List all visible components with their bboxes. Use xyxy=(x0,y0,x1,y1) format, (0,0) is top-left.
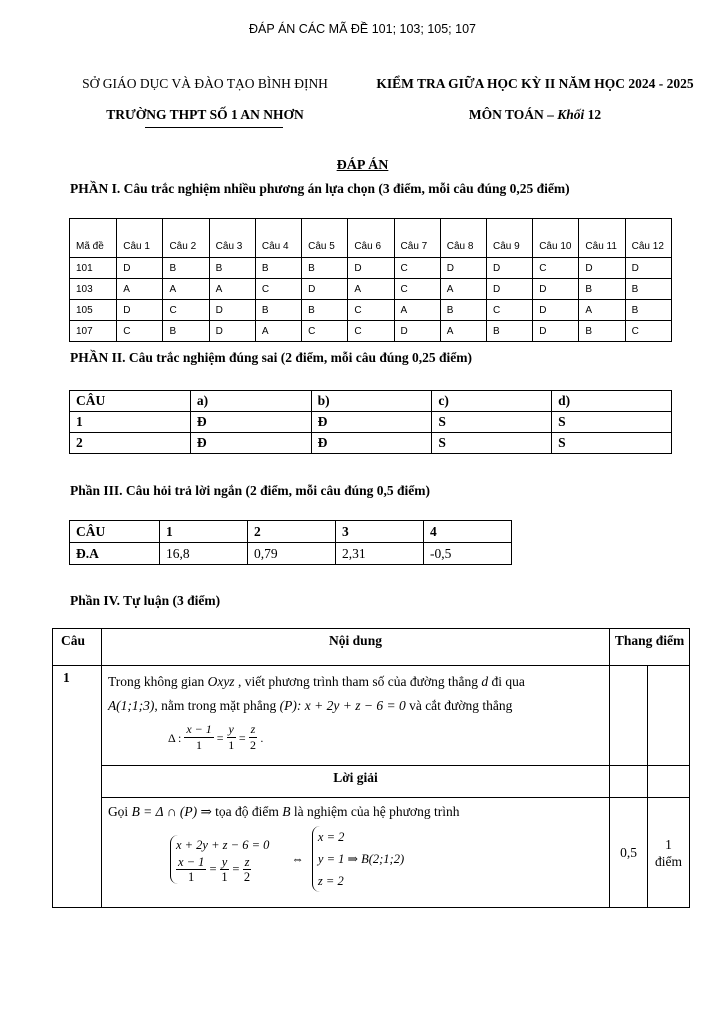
s-system-right xyxy=(312,826,404,892)
question-number: 1 xyxy=(53,666,102,908)
q-frac-1-den: 1 xyxy=(196,738,203,752)
part1-answer-cell: D xyxy=(348,258,394,279)
q-frac-3-num: z xyxy=(250,722,256,736)
part2-answer-cell: Đ xyxy=(190,412,311,433)
part1-answer-cell: B xyxy=(163,258,209,279)
part1-answer-cell: D xyxy=(579,258,625,279)
part2-heading: PHẦN II. Câu trắc nghiệm đúng sai (2 điểm, mỗi câu đúng 0,25 điểm) xyxy=(70,350,473,365)
s-frac-3-den: 2 xyxy=(243,869,251,884)
part2-answer-cell: S xyxy=(552,433,672,454)
part1-answer-cell: B xyxy=(255,300,301,321)
part1-answer-cell: B xyxy=(625,300,671,321)
part1-answer-cell: D xyxy=(117,300,163,321)
loi-giai-heading: Lời giải xyxy=(101,766,609,798)
s-frac-2-num: y xyxy=(221,854,228,869)
part1-answer-cell: C xyxy=(348,321,394,342)
part1-answer-cell: A xyxy=(348,279,394,300)
part1-answer-cell: C xyxy=(625,321,671,342)
part1-row xyxy=(70,279,672,300)
part2-header-row xyxy=(70,391,672,412)
s-eq2: $\frac{x - 1}{1}$ = $\frac{y}{1}$ = $\frac{z}{2}$ xyxy=(177,854,251,884)
q-text-4: , nằm trong mặt phẳng xyxy=(154,698,280,713)
part1-answer-cell: A xyxy=(394,300,440,321)
part1-answer-cell: B xyxy=(302,300,348,321)
part1-answer-cell: D xyxy=(394,321,440,342)
part1-answer-cell: A xyxy=(440,279,486,300)
part3-heading: Phần III. Câu hỏi trả lời ngắn (2 điểm, mỗi câu đúng 0,5 điểm) xyxy=(70,483,431,498)
q-frac-2-num: y xyxy=(228,722,234,736)
part1-row xyxy=(70,258,672,279)
part1-answer-cell: B xyxy=(302,258,348,279)
question-row xyxy=(53,666,690,766)
part3-col-header: 1 xyxy=(160,521,248,543)
part3-table xyxy=(69,520,512,565)
part1-answer-cell: D xyxy=(440,258,486,279)
part1-answer-cell: D xyxy=(533,300,579,321)
part1-col-header: Câu 7 xyxy=(394,219,440,258)
s-frac-1-num: x − 1 xyxy=(177,854,205,869)
document-top-title: ĐÁP ÁN CÁC MÃ ĐỀ 101; 103; 105; 107 xyxy=(249,22,476,36)
part1-answer-cell: C xyxy=(163,300,209,321)
part1-col-header: Câu 6 xyxy=(348,219,394,258)
q-text-5: và cắt đường thẳng xyxy=(405,698,513,713)
s-r3: z = 2 xyxy=(317,874,344,888)
part1-col-header: Câu 5 xyxy=(302,219,348,258)
part1-col-header: Câu 3 xyxy=(209,219,255,258)
q-frac-1 xyxy=(184,722,213,753)
part4-heading: Phần IV. Tự luận (3 điểm) xyxy=(70,593,221,608)
s-r1: x = 2 xyxy=(317,830,345,844)
lg-score-b xyxy=(648,766,690,798)
part1-answer-cell: D xyxy=(209,300,255,321)
part2-answer-cell: S xyxy=(432,433,552,454)
part2-col-header: CÂU xyxy=(70,391,191,412)
header-divider xyxy=(145,127,283,128)
subject-prefix: MÔN TOÁN – xyxy=(468,107,558,122)
q-coord: Oxyz xyxy=(207,674,235,689)
col-noidung: Nội dung xyxy=(101,629,609,666)
s-frac-3-num: z xyxy=(244,854,250,869)
part3-col-header: CÂU xyxy=(70,521,160,543)
s-text-1: Gọi xyxy=(107,804,132,819)
part1-answer-cell: C xyxy=(302,321,348,342)
s-frac-3 xyxy=(243,855,252,884)
part1-col-header: Câu 4 xyxy=(255,219,301,258)
part1-answer-cell: B xyxy=(579,321,625,342)
department-name: SỞ GIÁO DỤC VÀ ĐÀO TẠO BÌNH ĐỊNH xyxy=(82,76,328,91)
part1-col-header: Câu 2 xyxy=(163,219,209,258)
part1-col-header: Câu 11 xyxy=(579,219,625,258)
part2-col-header: c) xyxy=(432,391,552,412)
q-text-3: đi qua xyxy=(488,674,525,689)
s-text-3: là nghiệm của hệ phương trình xyxy=(290,804,460,819)
part2-answer-cell: Đ xyxy=(311,412,432,433)
part1-row xyxy=(70,300,672,321)
part1-answer-cell: D xyxy=(625,258,671,279)
s-frac-2 xyxy=(220,855,230,884)
s-score-b xyxy=(648,798,690,908)
part2-col-header: d) xyxy=(552,391,672,412)
part1-answer-cell: B xyxy=(486,321,532,342)
question-content xyxy=(101,666,609,766)
q-score-a xyxy=(610,666,648,766)
part4-table xyxy=(52,628,690,908)
exam-name: KIỂM TRA GIỮA HỌC KỲ II NĂM HỌC 2024 - 2025 xyxy=(376,76,694,91)
lg-score-a xyxy=(610,766,648,798)
part1-header-row xyxy=(70,219,672,258)
s-point-b: B xyxy=(282,804,291,819)
q-delta-equation: Δ : $\frac{x - 1}{1}$ = $\frac{y}{1}$ = $\frac{z}{2}$ . xyxy=(167,722,264,752)
q-delta-label: Δ : xyxy=(167,730,182,745)
subject-line xyxy=(360,99,710,130)
q-frac-3-den: 2 xyxy=(249,738,256,752)
part1-code-cell: 103 xyxy=(70,279,117,300)
school-name: TRƯỜNG THPT SỐ 1 AN NHƠN xyxy=(106,107,304,122)
part1-answer-cell: D xyxy=(486,279,532,300)
part1-answer-cell: C xyxy=(486,300,532,321)
part1-answer-cell: A xyxy=(163,279,209,300)
part2-question-cell: 2 xyxy=(70,433,191,454)
part1-code-cell: 101 xyxy=(70,258,117,279)
part2-answer-cell: S xyxy=(552,412,672,433)
part1-answer-cell: A xyxy=(209,279,255,300)
s-intersection: B = Δ ∩ (P) xyxy=(131,804,198,819)
part1-answer-cell: A xyxy=(117,279,163,300)
col-cau: Câu xyxy=(53,629,102,666)
part1-answer-cell: B xyxy=(255,258,301,279)
part1-answer-cell: C xyxy=(394,279,440,300)
part1-answer-cell: D xyxy=(209,321,255,342)
part1-answer-cell: B xyxy=(440,300,486,321)
part1-col-header: Câu 9 xyxy=(486,219,532,258)
part2-row xyxy=(70,412,672,433)
s-score-a: 0,5 xyxy=(610,798,648,908)
q-score-b xyxy=(648,666,690,766)
part3-col-header: 3 xyxy=(335,521,423,543)
s-score-b-value: 1 xyxy=(665,836,672,852)
part4-header-row xyxy=(53,629,690,666)
part1-answer-cell: D xyxy=(533,279,579,300)
q-text-1: Trong không gian xyxy=(107,674,208,689)
subject-grade-label: Khối xyxy=(557,107,585,122)
q-point-a: A(1;1;3) xyxy=(107,698,155,713)
part1-row xyxy=(70,321,672,342)
part2-question-cell: 1 xyxy=(70,412,191,433)
part1-answer-cell: C xyxy=(348,300,394,321)
part2-col-header: a) xyxy=(190,391,311,412)
part3-col-header: 2 xyxy=(248,521,336,543)
part1-answer-cell: B xyxy=(209,258,255,279)
part3-col-header: 4 xyxy=(423,521,511,543)
q-frac-2 xyxy=(227,722,236,753)
part2-col-header: b) xyxy=(311,391,432,412)
subject-grade: 12 xyxy=(584,107,602,122)
part1-answer-cell: C xyxy=(255,279,301,300)
s-system xyxy=(170,826,603,892)
part2-answer-cell: Đ xyxy=(311,433,432,454)
loi-giai-row xyxy=(53,766,690,798)
part3-answer-cell: 16,8 xyxy=(160,543,248,565)
s-r2: y = 1 ⇒ B(2;1;2) xyxy=(317,852,405,866)
part1-col-header: Câu 10 xyxy=(533,219,579,258)
solution-content xyxy=(101,798,609,908)
s-frac-1-den: 1 xyxy=(188,869,195,884)
part1-answer-cell: D xyxy=(533,321,579,342)
part3-row-label: Đ.A xyxy=(70,543,160,565)
part3-answer-cell: 0,79 xyxy=(248,543,336,565)
s-frac-2-den: 1 xyxy=(221,869,228,884)
part1-col-header: Câu 1 xyxy=(117,219,163,258)
part2-answer-cell: Đ xyxy=(190,433,311,454)
part2-table xyxy=(69,390,672,454)
page-title: ĐÁP ÁN xyxy=(336,158,389,173)
header-left xyxy=(55,68,355,130)
part1-code-cell: 107 xyxy=(70,321,117,342)
part1-answer-cell: C xyxy=(533,258,579,279)
part2-answer-cell: S xyxy=(432,412,552,433)
part1-answer-cell: B xyxy=(625,279,671,300)
part1-answer-cell: D xyxy=(117,258,163,279)
part1-answer-cell: D xyxy=(486,258,532,279)
s-iff: ⇔ xyxy=(291,852,304,866)
part3-answer-cell: 2,31 xyxy=(335,543,423,565)
solution-row xyxy=(53,798,690,908)
s-frac-1 xyxy=(176,855,206,884)
part3-answer-cell: -0,5 xyxy=(423,543,511,565)
part1-answer-cell: B xyxy=(163,321,209,342)
part1-col-header: Mã đề xyxy=(70,219,117,258)
s-eq1: x + 2y + z − 6 = 0 xyxy=(175,837,270,852)
q-frac-2-den: 1 xyxy=(228,738,235,752)
part1-answer-cell: B xyxy=(579,279,625,300)
s-score-b-unit: điểm xyxy=(655,853,682,869)
part1-answer-cell: D xyxy=(302,279,348,300)
part1-answer-cell: A xyxy=(255,321,301,342)
col-thang-diem: Thang điểm xyxy=(610,629,690,666)
part3-header-row xyxy=(70,521,512,543)
part1-col-header: Câu 12 xyxy=(625,219,671,258)
part1-table xyxy=(69,218,672,342)
q-text-2: , viết phương trình tham số của đường thẳng xyxy=(234,674,482,689)
part1-col-header: Câu 8 xyxy=(440,219,486,258)
part2-row xyxy=(70,433,672,454)
s-system-left xyxy=(170,835,269,884)
q-plane-p: (P): x + 2y + z − 6 = 0 xyxy=(279,698,406,713)
part1-answer-cell: C xyxy=(117,321,163,342)
part1-heading: PHẦN I. Câu trắc nghiệm nhiều phương án lựa chọn (3 điểm, mỗi câu đúng 0,25 điểm) xyxy=(70,181,570,196)
q-line-d: d xyxy=(481,674,489,689)
q-frac-1-num: x − 1 xyxy=(186,722,212,736)
header-right xyxy=(360,68,710,130)
part1-answer-cell: A xyxy=(440,321,486,342)
part3-answer-row xyxy=(70,543,512,565)
part1-code-cell: 105 xyxy=(70,300,117,321)
s-text-2: ⇒ tọa độ điểm xyxy=(197,804,283,819)
part1-answer-cell: A xyxy=(579,300,625,321)
q-frac-3 xyxy=(249,722,258,753)
part1-answer-cell: C xyxy=(394,258,440,279)
